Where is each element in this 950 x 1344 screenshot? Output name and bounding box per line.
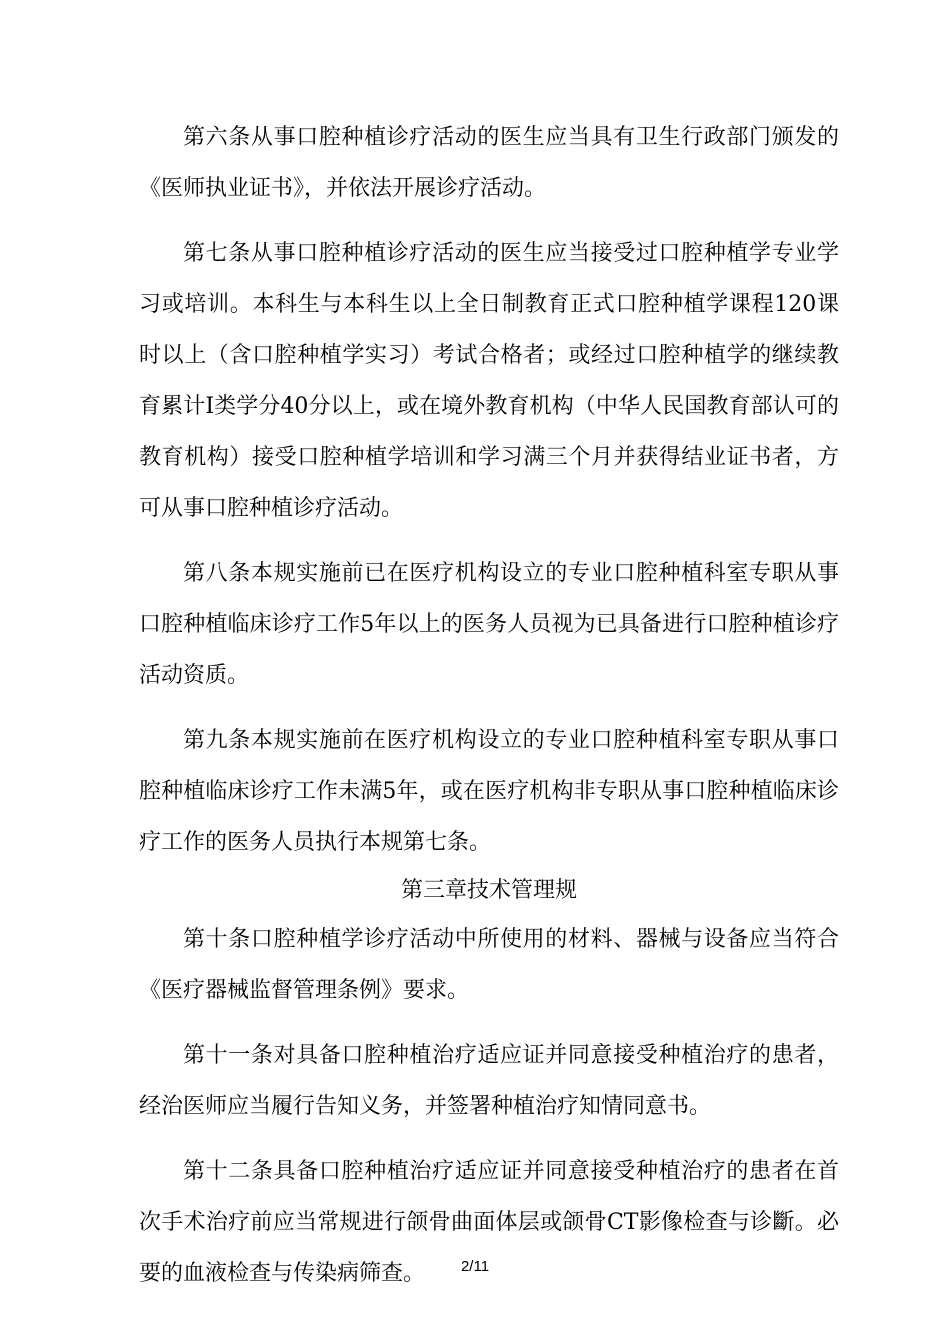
article-9-paragraph: 第九条本规实施前在医疗机构设立的专业口腔种植科室专职从事口腔种植临床诊疗工作未满5年，或在医疗机构非专职从事口腔种植临床诊疗工作的医务人员执行本规第七条。 — [139, 728, 839, 855]
page-number: 2/11 — [460, 1258, 490, 1275]
article-7-paragraph: 第七条从事口腔种植诊疗活动的医生应当接受过口腔种植学专业学习或培训。本科生与本科生以上全日制教育正式口腔种植学课程120课时以上（含口腔种植学实习）考试合格者；或经过口腔种植学的继续教育累计I类学分40分以上，或在境外教育机构（中华人民国教育部认可的教育机构）接受口腔种植学培训和学习满三个月并获得结业证书者，方可从事口腔种植诊疗活动。 — [139, 241, 839, 521]
document-body — [139, 112, 839, 1313]
article-8-paragraph: 第八条本规实施前已在医疗机构设立的专业口腔种植科室专职从事口腔种植临床诊疗工作5年以上的医务人员视为已具备进行口腔种植诊疗活动资质。 — [139, 561, 839, 688]
article-10-paragraph: 第十条口腔种植学诊疗活动中所使用的材料、器械与设备应当符合《医疗器械监督管理条例》要求。 — [139, 927, 839, 1003]
article-11-paragraph: 第十一条对具备口腔种植治疗适应证并同意接受种植治疗的患者，经治医师应当履行告知义务，并签署种植治疗知情同意书。 — [139, 1043, 839, 1119]
chapter-heading: 第三章技术管理规 — [400, 878, 577, 903]
article-6-paragraph: 第六条从事口腔种植诊疗活动的医生应当具有卫生行政部门颁发的《医师执业证书》，并依法开展诊疗活动。 — [139, 125, 839, 201]
article-12-paragraph: 第十二条具备口腔种植治疗适应证并同意接受种植治疗的患者在首次手术治疗前应当常规进行颌骨曲面体层或颌骨CT影像检查与诊斷。必要的血液检查与传染病筛查。 — [139, 1159, 839, 1286]
